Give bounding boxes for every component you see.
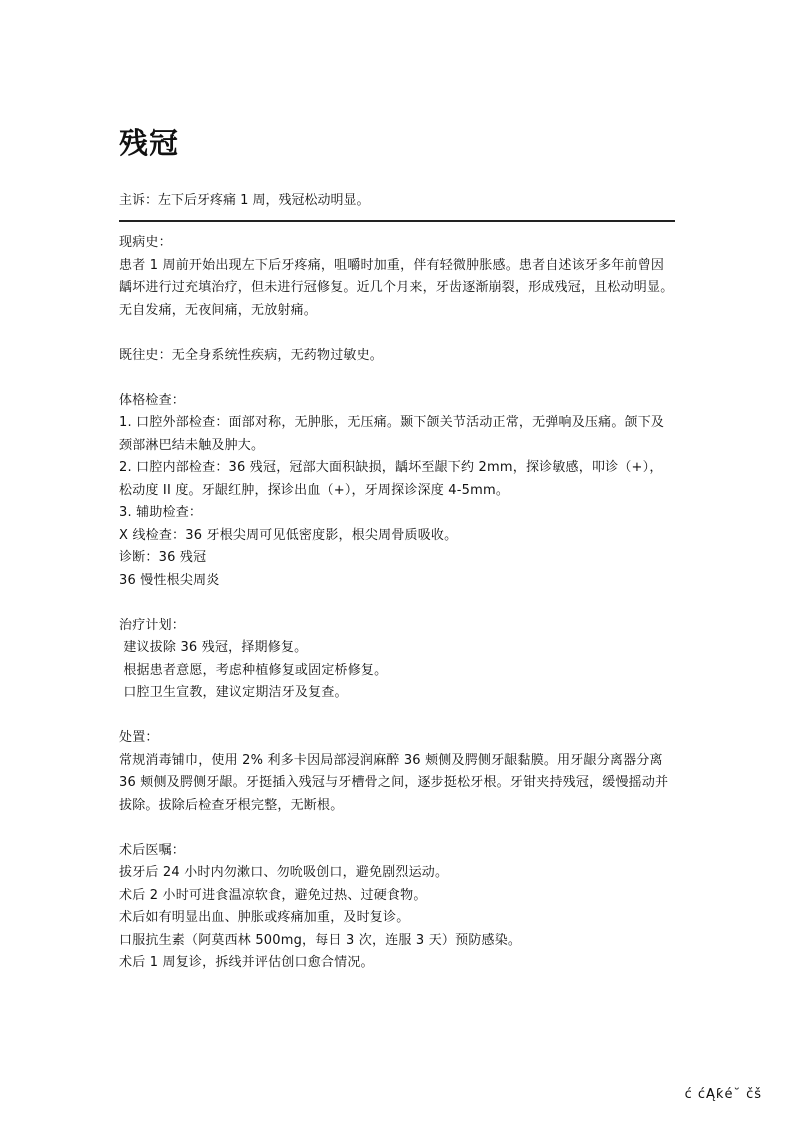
exam-line: X 线检查：36 牙根尖周可见低密度影，根尖周骨质吸收。 xyxy=(119,527,458,543)
divider xyxy=(119,220,675,222)
exam-line: 2. 口腔内部检查：36 残冠，冠部大面积缺损，龋坏至龈下约 2mm，探诊敏感，叩诊（+），松动度 II 度。牙龈红肿，探诊出血（+），牙周探诊深度 4-5mm。 xyxy=(119,460,663,498)
exam-line: 1. 口腔外部检查：面部对称，无肿胀，无压痛。颞下颌关节活动正常，无弹响及压痛。颌下及颈部淋巴结未触及肿大。 xyxy=(119,415,665,453)
plan-label: 治疗计划： xyxy=(119,617,186,633)
procedure-section xyxy=(119,727,675,817)
advice-item: 术后 2 小时可进食温凉软食，避免过热、过硬食物。 xyxy=(119,887,427,903)
present-history-text: 患者 1 周前开始出现左下后牙疼痛，咀嚼时加重，伴有轻微肿胀感。患者自述该牙多年前曾因龋坏进行过充填治疗，但未进行冠修复。近几个月来，牙齿逐渐崩裂，形成残冠，且松动明显。无自发痛，无夜间痛，无放射痛。 xyxy=(119,257,674,318)
past-history-section xyxy=(119,345,675,368)
procedure-label: 处置： xyxy=(119,730,159,745)
past-history-text: 既往史：无全身系统性疾病，无药物过敏史。 xyxy=(119,347,384,363)
advice-item: 拔牙后 24 小时内勿漱口、勿吮吸创口，避免剧烈运动。 xyxy=(119,865,449,880)
advice-item: 术后 1 周复诊，拆线并评估创口愈合情况。 xyxy=(119,955,374,970)
present-history-section xyxy=(119,232,675,322)
exam-label: 体格检查： xyxy=(119,392,186,408)
advice-item: 术后如有明显出血、肿胀或疼痛加重，及时复诊。 xyxy=(119,910,410,925)
page-title: 残冠 xyxy=(119,126,180,160)
advice-item: 口服抗生素（阿莫西林 500mg，每日 3 次，连服 3 天）预防感染。 xyxy=(119,932,522,948)
page-footer: ć ćĄƙé˘ čš xyxy=(684,1087,762,1102)
advice-section xyxy=(119,840,675,975)
present-history-label: 现病史： xyxy=(119,235,172,250)
record-body xyxy=(119,232,675,975)
plan-item: 根据患者意愿，考虑种植修复或固定桥修复。 xyxy=(119,662,388,678)
diagnosis-line: 36 慢性根尖周炎 xyxy=(119,572,220,588)
plan-section xyxy=(119,615,675,705)
diagnosis-line: 诊断：36 残冠 xyxy=(119,550,207,565)
chief-complaint: 主诉：左下后牙疼痛 1 周，残冠松动明显。 xyxy=(119,193,370,208)
plan-item: 口腔卫生宣教，建议定期洁牙及复查。 xyxy=(119,685,348,700)
advice-label: 术后医嘱： xyxy=(119,842,186,858)
exam-line: 3. 辅助检查： xyxy=(119,505,203,520)
plan-item: 建议拔除 36 残冠，择期修复。 xyxy=(119,640,308,655)
procedure-text: 常规消毒铺巾，使用 2% 利多卡因局部浸润麻醉 36 颊侧及腭侧牙龈黏膜。用牙龈分离器分离 36 颊侧及腭侧牙龈。牙挺插入残冠与牙槽骨之间，逐步挺松牙根。牙钳夹持残冠，缓慢摇动并拔除。拔除后检查牙根完整，无断根。 xyxy=(119,752,669,813)
exam-section xyxy=(119,390,675,593)
